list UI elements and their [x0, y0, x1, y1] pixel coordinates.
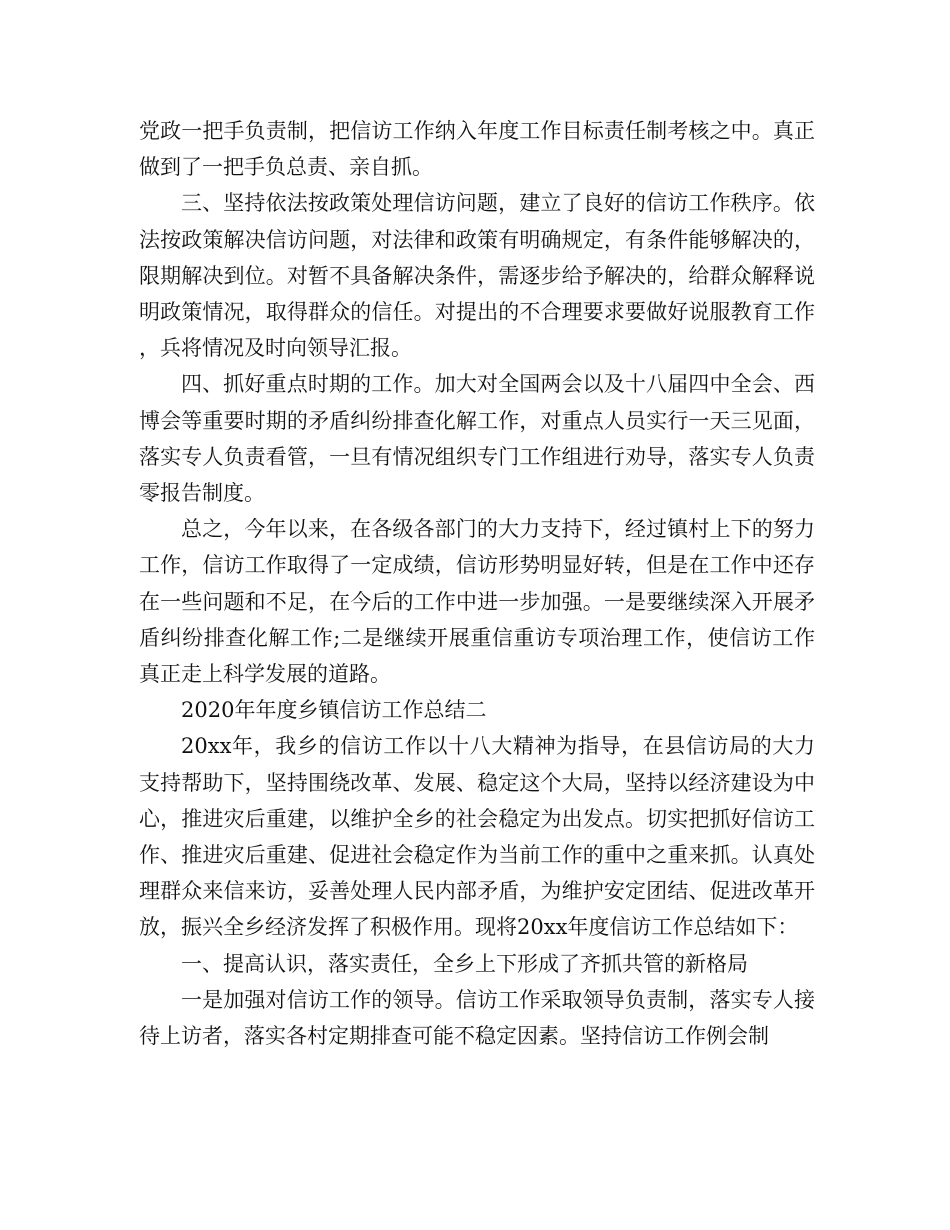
paragraph-point-one: 一是加强对信访工作的领导。信访工作采取领导负责制，落实专人接待上访者，落实各村定期排查可能不稳定因素。坚持信访工作例会制 [139, 987, 815, 1049]
section-heading: 2020年年度乡镇信访工作总结二 [181, 698, 487, 723]
paragraph-intro: 20xx年，我乡的信访工作以十八大精神为指导，在县信访局的大力支持帮助下，坚持围绕改革、发展、稳定这个大局，坚持以经济建设为中心，推进灾后重建，以维护全乡的社会稳定为出发点。切实把抓好信访工作、推进灾后重建、促进社会稳定作为当前工作的重中之重来抓。认真处理群众来信来访，妥善处理人民内部矛盾，为维护安定团结、促进改革开放，振兴全乡经济发挥了积极作用。现将20xx年度信访工作总结如下： [139, 734, 815, 940]
paragraph-continuation: 党政一把手负责制，把信访工作纳入年度工作目标责任制考核之中。真正做到了一把手负总责、亲自抓。 [139, 119, 815, 180]
paragraph-section-three: 三、坚持依法按政策处理信访问题，建立了良好的信访工作秩序。依法按政策解决信访问题，对法律和政策有明确规定，有条件能够解决的，限期解决到位。对暂不具备解决条件，需逐步给予解决的，给群众解释说明政策情况，取得群众的信任。对提出的不合理要求要做好说服教育工作，兵将情况及时向领导汇报。 [139, 191, 815, 361]
paragraph-section-four: 四、抓好重点时期的工作。加大对全国两会以及十八届四中全会、西博会等重要时期的矛盾纠纷排查化解工作，对重点人员实行一天三见面，落实专人负责看管，一旦有情况组织专门工作组进行劝导，落实专人负责零报告制度。 [139, 372, 815, 506]
paragraph-summary: 总之，今年以来，在各级各部门的大力支持下，经过镇村上下的努力工作，信访工作取得了一定成绩，信访形势明显好转，但是在工作中还存在一些问题和不足，在今后的工作中进一步加强。一是要继续深入开展矛盾纠纷排查化解工作;二是继续开展重信重访专项治理工作，使信访工作真正走上科学发展的道路。 [139, 517, 815, 687]
paragraph-subheading: 一、提高认识，落实责任，全乡上下形成了齐抓共管的新格局 [181, 951, 748, 976]
document-body [139, 113, 815, 1054]
